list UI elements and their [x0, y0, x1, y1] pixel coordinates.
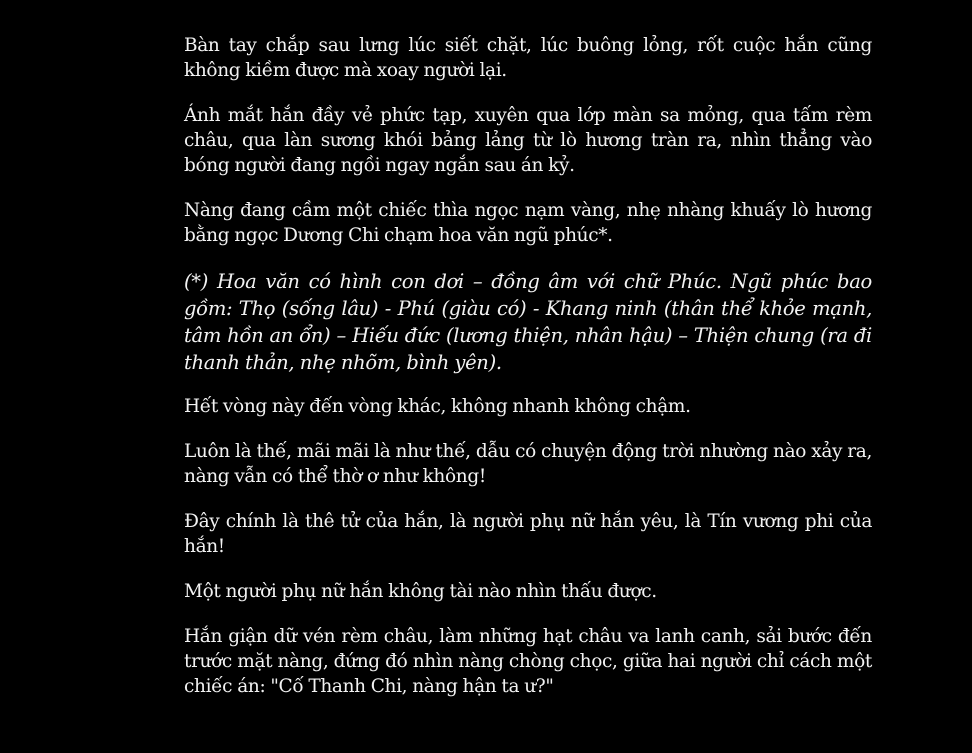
chapter-text: [184, 33, 872, 719]
paragraph: Luôn là thế, mãi mãi là như thế, dẫu có chuyện động trời nhường nào xảy ra, nàng vẫn có thể thờ ơ như không!: [184, 441, 872, 487]
paragraph: Hắn giận dữ vén rèm châu, làm những hạt châu va lanh canh, sải bước đến trước mặt nàng, đứng đó nhìn nàng chòng chọc, giữa hai người chỉ cách một chiếc án: "Cố Thanh Chi, nàng hận ta ư?": [184, 626, 872, 697]
paragraph: Nàng đang cầm một chiếc thìa ngọc nạm vàng, nhẹ nhàng khuấy lò hương bằng ngọc Dương Chi chạm hoa văn ngũ phúc*.: [184, 200, 872, 246]
paragraph: Hết vòng này đến vòng khác, không nhanh không chậm.: [184, 396, 691, 417]
paragraph: Ánh mắt hắn đầy vẻ phức tạp, xuyên qua lớp màn sa mỏng, qua tấm rèm châu, qua làn sương khói bảng lảng từ lò hương tràn ra, nhìn thẳng vào bóng người đang ngồi ngay ngắn sau án kỷ.: [184, 105, 872, 176]
paragraph: Một người phụ nữ hắn không tài nào nhìn thấu được.: [184, 581, 657, 602]
footnote-paragraph: (*) Hoa văn có hình con dơi – đồng âm với chữ Phúc. Ngũ phúc bao gồm: Thọ (sống lâu) - Phú (giàu có) - Khang ninh (thân thể khỏe mạnh, tâm hồn an ổn) – Hiếu đức (lương thiện, nhân hậu) – Thiện chung (ra đi thanh thản, nhẹ nhõm, bình yên).: [184, 270, 872, 374]
paragraph: Bàn tay chắp sau lưng lúc siết chặt, lúc buông lỏng, rốt cuộc hắn cũng không kiềm được mà xoay người lại.: [184, 35, 872, 81]
paragraph: Đây chính là thê tử của hắn, là người phụ nữ hắn yêu, là Tín vương phi của hắn!: [184, 511, 872, 557]
